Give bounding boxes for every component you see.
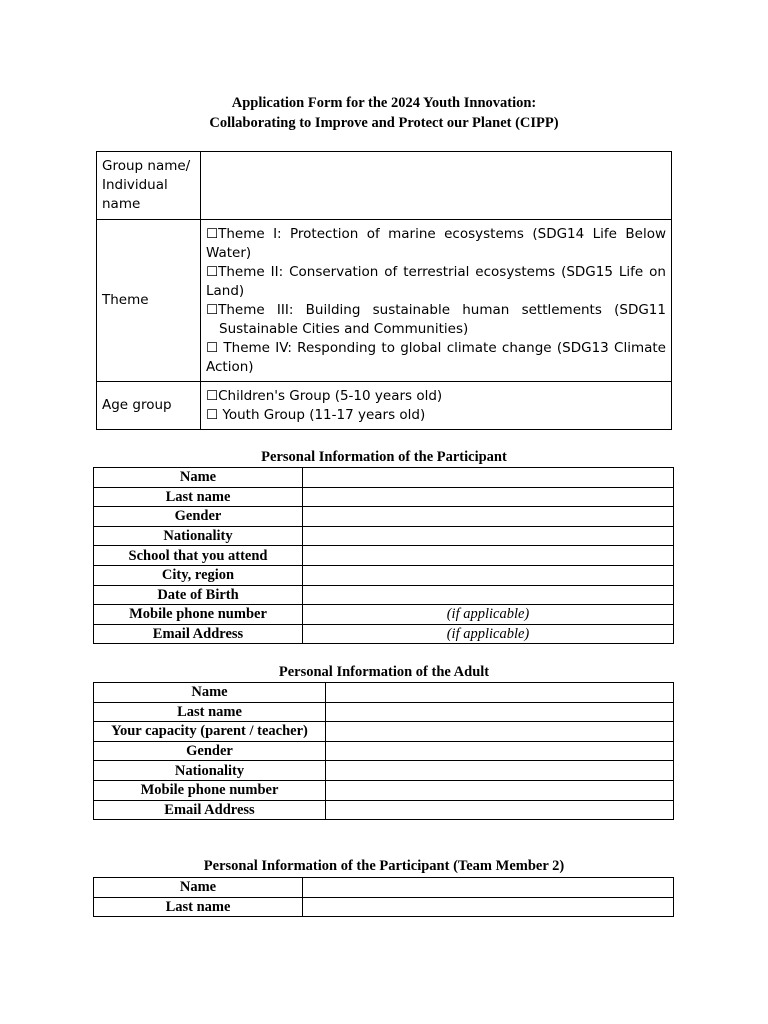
adult-field-label: Email Address: [94, 800, 326, 820]
participant-field-input[interactable]: [303, 526, 674, 546]
adult-row: [94, 800, 674, 820]
form-title-line1: Application Form for the 2024 Youth Innovation:: [231, 95, 537, 111]
member2-row: [94, 878, 674, 898]
theme-option-2[interactable]: ☐Theme II: Conservation of terrestrial ecosystems (SDG15 Life on Land): [206, 263, 666, 299]
member2-section-title: Personal Information of the Participant (Team Member 2): [203, 858, 565, 874]
participant-field-input[interactable]: (if applicable): [303, 605, 674, 625]
participant-field-input[interactable]: [303, 546, 674, 566]
adult-field-input[interactable]: [326, 722, 674, 742]
age-group-options: [201, 382, 672, 430]
member2-row: [94, 897, 674, 917]
participant-row: [94, 468, 674, 488]
participant-field-input[interactable]: [303, 585, 674, 605]
theme-option-3[interactable]: ☐Theme III: Building sustainable human settlements (SDG11 Sustainable Cities and Communities): [206, 301, 666, 337]
adult-field-label: Nationality: [94, 761, 326, 781]
participant-field-input[interactable]: [303, 468, 674, 488]
adult-section-title: Personal Information of the Adult: [278, 664, 490, 680]
participant-row: [94, 585, 674, 605]
participant-field-input[interactable]: (if applicable): [303, 624, 674, 644]
adult-row: [94, 683, 674, 703]
adult-field-input[interactable]: [326, 702, 674, 722]
participant-field-label: Last name: [94, 487, 303, 507]
adult-row: [94, 761, 674, 781]
group-name-label: Group name/ Individual name: [97, 152, 201, 220]
adult-row: [94, 741, 674, 761]
adult-row: [94, 722, 674, 742]
application-table: [96, 151, 672, 430]
adult-row: [94, 780, 674, 800]
member2-table: [93, 877, 674, 917]
participant-field-label: Gender: [94, 507, 303, 527]
participant-field-label: Date of Birth: [94, 585, 303, 605]
participant-field-input[interactable]: [303, 565, 674, 585]
participant-section-title: Personal Information of the Participant: [261, 449, 507, 465]
participant-row: [94, 624, 674, 644]
participant-field-input[interactable]: [303, 507, 674, 527]
member2-field-label: Last name: [94, 897, 303, 917]
participant-field-label: City, region: [94, 565, 303, 585]
participant-field-label: Name: [94, 468, 303, 488]
participant-row: [94, 487, 674, 507]
participant-row: [94, 526, 674, 546]
adult-field-label: Your capacity (parent / teacher): [94, 722, 326, 742]
participant-row: [94, 605, 674, 625]
participant-field-label: Email Address: [94, 624, 303, 644]
participant-row: [94, 507, 674, 527]
member2-field-label: Name: [94, 878, 303, 898]
adult-field-input[interactable]: [326, 800, 674, 820]
adult-table: [93, 682, 674, 820]
adult-field-label: Last name: [94, 702, 326, 722]
group-name-field[interactable]: [201, 152, 672, 220]
participant-field-label: Mobile phone number: [94, 605, 303, 625]
participant-row: [94, 546, 674, 566]
member2-field-input[interactable]: [303, 897, 674, 917]
theme-label: Theme: [97, 220, 201, 382]
age-option-youth[interactable]: ☐ Youth Group (11-17 years old): [206, 406, 426, 423]
participant-field-input[interactable]: [303, 487, 674, 507]
participant-table: [93, 467, 674, 644]
adult-field-label: Name: [94, 683, 326, 703]
theme-option-1[interactable]: ☐Theme I: Protection of marine ecosystems (SDG14 Life Below Water): [206, 225, 666, 261]
theme-options: [201, 220, 672, 382]
form-title-line2: Collaborating to Improve and Protect our Planet (CIPP): [209, 115, 559, 131]
adult-row: [94, 702, 674, 722]
member2-field-input[interactable]: [303, 878, 674, 898]
participant-row: [94, 565, 674, 585]
theme-option-4[interactable]: ☐ Theme IV: Responding to global climate change (SDG13 Climate Action): [206, 339, 666, 375]
adult-field-input[interactable]: [326, 780, 674, 800]
age-group-label: Age group: [97, 382, 201, 430]
participant-field-label: School that you attend: [94, 546, 303, 566]
age-option-children[interactable]: ☐Children's Group (5-10 years old): [206, 387, 443, 404]
adult-field-input[interactable]: [326, 741, 674, 761]
adult-field-input[interactable]: [326, 683, 674, 703]
adult-field-input[interactable]: [326, 761, 674, 781]
participant-field-label: Nationality: [94, 526, 303, 546]
adult-field-label: Gender: [94, 741, 326, 761]
adult-field-label: Mobile phone number: [94, 780, 326, 800]
